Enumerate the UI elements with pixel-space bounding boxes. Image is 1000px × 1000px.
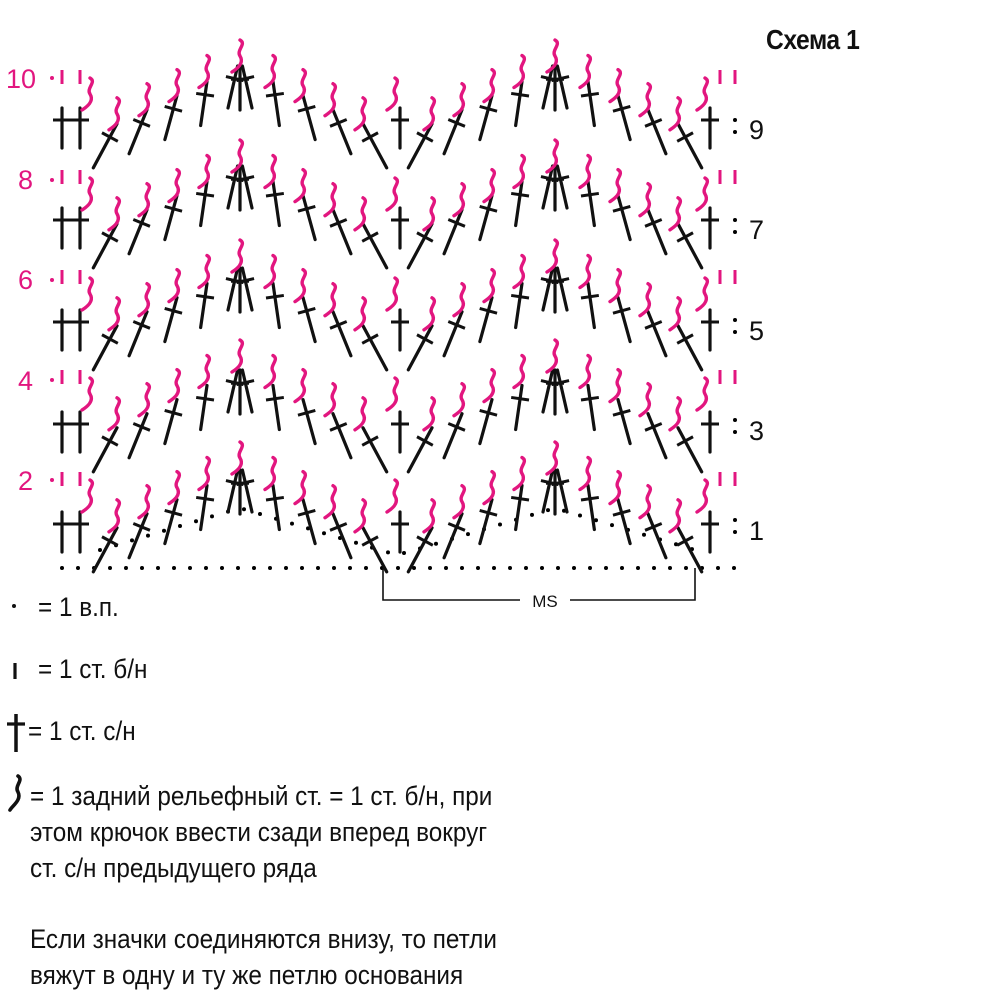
dc-stitch — [93, 528, 117, 572]
row-label-7: 7 — [749, 215, 765, 245]
chain-dot — [220, 566, 224, 570]
chain-dot — [684, 566, 688, 570]
chain-dot — [322, 531, 326, 535]
row-label-2: 2 — [18, 466, 34, 496]
note-line-2: вяжут в одну и ту же петлю основания — [30, 960, 464, 990]
dc-crossbar — [266, 93, 284, 96]
chain-dot — [733, 418, 737, 422]
dc-crossbar — [511, 397, 529, 400]
dc-stitch — [557, 268, 567, 310]
dc-stitch — [444, 312, 462, 356]
dc-stitch — [165, 298, 177, 342]
back-post-stitch — [387, 480, 397, 512]
chain-dot — [386, 550, 390, 554]
dc-stitch — [543, 370, 553, 412]
legend-bp-text-3: ст. с/н предыдущего ряда — [30, 853, 317, 883]
dc-crossbar — [581, 397, 599, 400]
dc-stitch — [648, 414, 666, 458]
dc-stitch — [618, 400, 630, 444]
chain-dot — [50, 378, 54, 382]
dc-stitch — [678, 224, 702, 268]
chain-dot — [733, 230, 737, 234]
dc-stitch — [588, 182, 594, 226]
dc-stitch — [648, 210, 666, 254]
back-post-stitch — [109, 398, 119, 430]
chain-dot — [290, 522, 294, 526]
chain-dot — [572, 566, 576, 570]
legend-sc-text: = 1 ст. б/н — [38, 654, 148, 684]
back-post-stitch — [325, 384, 335, 416]
chain-dot — [348, 566, 352, 570]
vertical-bar-icon — [11, 661, 19, 681]
chain-dot — [434, 542, 438, 546]
dc-stitch — [516, 284, 522, 328]
dc-crossbar — [196, 193, 214, 196]
back-post-stitch — [547, 340, 557, 372]
chain-dot — [50, 478, 54, 482]
chain-dot — [492, 566, 496, 570]
repeat-bracket-right — [570, 568, 695, 600]
dc-stitch — [201, 182, 207, 226]
chain-dot — [498, 523, 502, 527]
dc-stitch — [129, 312, 147, 356]
back-post-stitch — [265, 356, 275, 388]
row-label-4: 4 — [18, 366, 34, 396]
dc-stitch — [242, 66, 252, 108]
chain-dot — [733, 430, 737, 434]
chain-dot — [524, 566, 528, 570]
dc-stitch — [543, 268, 553, 310]
back-post-stitch — [387, 178, 397, 210]
dc-stitch — [242, 268, 252, 310]
dc-stitch — [242, 166, 252, 208]
chain-dot — [188, 566, 192, 570]
dc-stitch — [273, 284, 279, 328]
chain-dot — [60, 566, 64, 570]
dc-stitch — [516, 486, 522, 530]
back-post-stitch — [82, 378, 92, 410]
row-label-6: 6 — [18, 265, 34, 295]
chain-dot — [156, 566, 160, 570]
chain-dot — [300, 566, 304, 570]
chain-dot — [194, 519, 198, 523]
dc-stitch — [480, 298, 492, 342]
dc-stitch — [678, 124, 702, 168]
dc-stitch — [408, 224, 432, 268]
dc-stitch — [363, 428, 387, 472]
chain-dot — [556, 566, 560, 570]
dc-stitch — [480, 500, 492, 544]
chain-dot — [50, 278, 54, 282]
dc-stitch — [516, 182, 522, 226]
dc-stitch — [93, 326, 117, 370]
chain-dot — [98, 548, 102, 552]
hook-icon — [4, 772, 30, 816]
dc-crossbar — [581, 193, 599, 196]
chain-dot — [733, 118, 737, 122]
dc-stitch — [93, 224, 117, 268]
dc-stitch — [557, 470, 567, 512]
dc-crossbar — [266, 397, 284, 400]
dc-stitch — [408, 124, 432, 168]
chain-dot — [733, 218, 737, 222]
dc-stitch — [303, 96, 315, 140]
chain-dot — [620, 566, 624, 570]
chain-dot — [210, 514, 214, 518]
back-post-stitch — [139, 384, 149, 416]
chain-dot — [50, 76, 54, 80]
chain-dot — [258, 512, 262, 516]
back-post-stitch — [387, 278, 397, 310]
chain-dot — [540, 566, 544, 570]
back-post-stitch — [82, 278, 92, 310]
back-post-stitch — [387, 378, 397, 410]
dc-stitch — [648, 312, 666, 356]
chain-dot — [508, 566, 512, 570]
chain-dot — [364, 566, 368, 570]
dc-stitch — [557, 166, 567, 208]
back-post-stitch — [355, 398, 365, 430]
back-post-stitch — [610, 370, 620, 402]
dc-stitch — [333, 414, 351, 458]
dc-stitch — [588, 386, 594, 430]
back-post-stitch — [484, 370, 494, 402]
chain-dot — [50, 178, 54, 182]
back-post-stitch — [82, 480, 92, 512]
legend-chain-text: = 1 в.п. — [38, 592, 119, 622]
back-post-stitch — [670, 398, 680, 430]
dc-crossbar — [511, 295, 529, 298]
back-post-stitch — [199, 356, 209, 388]
dc-stitch — [273, 82, 279, 126]
dc-stitch — [273, 386, 279, 430]
dc-stitch — [588, 284, 594, 328]
row-label-10: 10 — [6, 64, 37, 94]
dc-crossbar — [266, 497, 284, 500]
chain-dot — [108, 566, 112, 570]
diagram-title: Схема 1 — [766, 24, 860, 55]
chain-dot — [668, 566, 672, 570]
dc-stitch — [648, 514, 666, 558]
dc-crossbar — [266, 193, 284, 196]
dc-stitch — [618, 96, 630, 140]
dc-stitch — [408, 428, 432, 472]
chain-dot — [636, 566, 640, 570]
chain-dot — [466, 532, 470, 536]
dc-stitch — [516, 386, 522, 430]
dc-stitch — [678, 428, 702, 472]
note-line-1: Если значки соединяются внизу, то петли — [30, 924, 497, 954]
dc-stitch — [201, 486, 207, 530]
dc-stitch — [333, 514, 351, 558]
dc-stitch — [129, 514, 147, 558]
back-post-stitch — [295, 370, 305, 402]
back-post-stitch — [640, 384, 650, 416]
row-label-3: 3 — [749, 416, 765, 446]
chain-dot — [733, 330, 737, 334]
chain-dot — [162, 529, 166, 533]
back-post-stitch — [424, 398, 434, 430]
chain-dot — [444, 566, 448, 570]
chain-dot — [588, 566, 592, 570]
back-post-stitch — [697, 178, 707, 210]
chain-dot — [733, 518, 737, 522]
repeat-bracket-left — [383, 568, 520, 600]
dc-crossbar — [511, 93, 529, 96]
chain-dot — [733, 318, 737, 322]
chain-dot — [460, 566, 464, 570]
dc-stitch — [333, 312, 351, 356]
dc-stitch — [363, 224, 387, 268]
chain-dot — [476, 566, 480, 570]
chain-dot — [652, 566, 656, 570]
dc-crossbar — [581, 497, 599, 500]
chain-dot — [396, 566, 400, 570]
chain-dot — [124, 566, 128, 570]
chain-dot — [284, 566, 288, 570]
legend-dc-text: = 1 ст. с/н — [28, 716, 136, 746]
chain-dot — [578, 514, 582, 518]
dc-stitch — [408, 528, 432, 572]
dot-icon — [8, 600, 20, 612]
chain-dot — [530, 513, 534, 517]
row-label-5: 5 — [749, 316, 765, 346]
dc-stitch — [273, 182, 279, 226]
dc-stitch — [648, 110, 666, 154]
dc-crossbar — [196, 397, 214, 400]
dc-stitch — [201, 284, 207, 328]
dc-crossbar — [511, 497, 529, 500]
dc-stitch — [201, 386, 207, 430]
dc-stitch — [303, 298, 315, 342]
dc-stitch — [588, 82, 594, 126]
dc-stitch — [618, 298, 630, 342]
chain-dot — [146, 534, 150, 538]
dc-stitch — [444, 514, 462, 558]
dc-stitch — [201, 82, 207, 126]
row-label-9: 9 — [749, 115, 765, 145]
back-post-stitch — [697, 378, 707, 410]
dc-stitch — [93, 124, 117, 168]
dc-stitch — [228, 370, 238, 412]
dc-stitch — [303, 196, 315, 240]
back-post-stitch — [169, 370, 179, 402]
chain-dot — [604, 566, 608, 570]
dc-stitch — [588, 486, 594, 530]
back-post-stitch — [514, 356, 524, 388]
chain-dot — [732, 566, 736, 570]
dc-crossbar — [511, 193, 529, 196]
chain-dot — [268, 566, 272, 570]
dagger-icon — [4, 712, 28, 754]
legend-bp-text-1: = 1 задний рельефный ст. = 1 ст. б/н, при — [30, 781, 493, 811]
chain-dot — [733, 130, 737, 134]
dc-stitch — [363, 528, 387, 572]
dc-crossbar — [266, 295, 284, 298]
dc-stitch — [303, 400, 315, 444]
dc-stitch — [480, 400, 492, 444]
dc-crossbar — [196, 497, 214, 500]
dc-stitch — [333, 210, 351, 254]
chain-dot — [236, 566, 240, 570]
chain-dot — [178, 524, 182, 528]
dc-stitch — [129, 414, 147, 458]
dc-stitch — [557, 370, 567, 412]
dc-stitch — [516, 82, 522, 126]
dc-stitch — [618, 196, 630, 240]
back-post-stitch — [82, 178, 92, 210]
dc-crossbar — [196, 295, 214, 298]
dc-stitch — [678, 528, 702, 572]
back-post-stitch — [580, 356, 590, 388]
chain-dot — [140, 566, 144, 570]
chain-dot — [428, 566, 432, 570]
chain-dot — [204, 566, 208, 570]
back-post-stitch — [697, 278, 707, 310]
chain-dot — [130, 538, 134, 542]
dc-stitch — [242, 370, 252, 412]
chain-dot — [332, 566, 336, 570]
dc-stitch — [678, 326, 702, 370]
back-post-stitch — [697, 480, 707, 512]
back-post-stitch — [697, 78, 707, 110]
dc-stitch — [408, 326, 432, 370]
dc-stitch — [303, 500, 315, 544]
chain-dot — [252, 566, 256, 570]
legend-bp-text-2: этом крючок ввести сзади вперед вокруг — [30, 817, 488, 847]
chain-dot — [172, 566, 176, 570]
dc-stitch — [543, 470, 553, 512]
dc-stitch — [228, 470, 238, 512]
row-label-1: 1 — [749, 516, 765, 546]
dc-stitch — [93, 428, 117, 472]
chain-dot — [242, 507, 246, 511]
dc-stitch — [444, 414, 462, 458]
dc-stitch — [363, 326, 387, 370]
dc-stitch — [333, 110, 351, 154]
dc-stitch — [242, 470, 252, 512]
back-post-stitch — [454, 384, 464, 416]
dc-stitch — [363, 124, 387, 168]
dc-crossbar — [196, 93, 214, 96]
dc-stitch — [557, 66, 567, 108]
chain-dot — [354, 541, 358, 545]
dc-stitch — [165, 500, 177, 544]
chain-dot — [76, 566, 80, 570]
dc-stitch — [165, 400, 177, 444]
back-post-stitch — [82, 78, 92, 110]
dc-stitch — [273, 486, 279, 530]
dc-crossbar — [581, 295, 599, 298]
chain-dot — [642, 533, 646, 537]
back-post-stitch — [232, 340, 242, 372]
dc-stitch — [618, 500, 630, 544]
row-label-8: 8 — [18, 165, 34, 195]
dc-stitch — [228, 268, 238, 310]
back-post-stitch — [387, 78, 397, 110]
chain-dot — [733, 530, 737, 534]
chain-dot — [546, 508, 550, 512]
chain-dot — [316, 566, 320, 570]
chain-dot — [402, 551, 406, 555]
dc-crossbar — [581, 93, 599, 96]
chain-dot — [610, 523, 614, 527]
repeat-label: MS — [532, 592, 558, 611]
chain-dot — [716, 566, 720, 570]
